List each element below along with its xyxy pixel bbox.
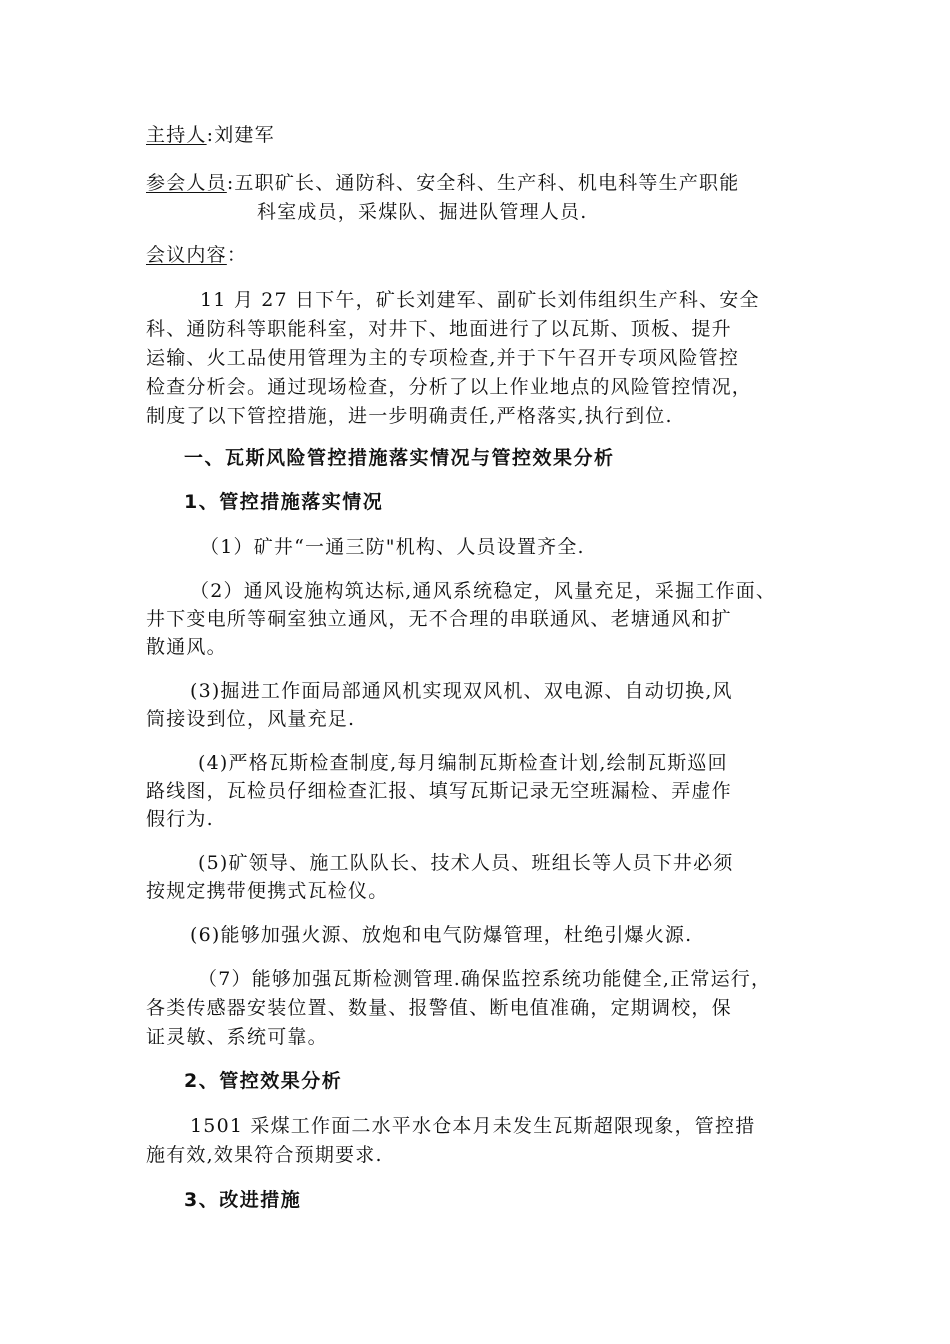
attendees-label: 参会人员: [146, 172, 227, 194]
content-heading-separator: ：: [226, 244, 248, 266]
host-value: 刘建军: [214, 124, 275, 146]
item1-line1: （1）矿井“一通三防"机构、人员设置齐全.: [200, 536, 585, 558]
intro-line-5: 制度了以下管控措施，进一步明确责任,严格落实,执行到位.: [146, 405, 673, 427]
intro-line-2: 科、通防科等职能科室，对井下、地面进行了以瓦斯、顶板、提升: [146, 318, 732, 340]
item5-line1: (5)矿领导、施工队队长、技术人员、班组长等人员下井必须: [198, 852, 734, 874]
intro-line-4: 检查分析会。通过现场检查，分析了以上作业地点的风险管控情况，: [146, 376, 753, 398]
item3-line1: (3)掘进工作面局部通风机实现双风机、双电源、自动切换,风: [190, 680, 733, 702]
item5-line2: 按规定携带便携式瓦检仪。: [146, 880, 389, 902]
content-heading-label: 会议内容: [146, 244, 227, 266]
item7-line3: 证灵敏、系统可靠。: [146, 1026, 328, 1048]
section1-sub2-title: 2、管控效果分析: [184, 1070, 343, 1092]
item4-line3: 假行为.: [146, 808, 214, 830]
item4-line2: 路线图，瓦检员仔细检查汇报、填写瓦斯记录无空班漏检、弄虚作: [146, 780, 732, 802]
section1-title: 一、瓦斯风险管控措施落实情况与管控效果分析: [184, 447, 615, 469]
item7-line2: 各类传感器安装位置、数量、报警值、断电值准确，定期调校，保: [146, 997, 732, 1019]
item7-line1: （7）能够加强瓦斯检测管理.确保监控系统功能健全,正常运行，: [198, 968, 772, 990]
sub2-line2: 施有效,效果符合预期要求.: [146, 1144, 383, 1166]
item4-line1: (4)严格瓦斯检查制度,每月编制瓦斯检查计划,绘制瓦斯巡回: [198, 752, 728, 774]
attendees-line: [146, 170, 739, 196]
content-heading: [146, 242, 247, 268]
host-line: [146, 122, 275, 148]
sub2-line1: 1501 采煤工作面二水平水仓本月未发生瓦斯超限现象，管控措: [190, 1115, 756, 1137]
attendees-value-line1: 五职矿长、通防科、安全科、生产科、机电科等生产职能: [234, 172, 740, 194]
attendees-value-line2: 科室成员，采煤队、掘进队管理人员.: [257, 201, 588, 223]
section1-sub1-title: 1、管控措施落实情况: [184, 491, 384, 513]
item3-line2: 筒接设到位，风量充足.: [146, 708, 356, 730]
host-label: 主持人: [146, 124, 207, 146]
intro-line-3: 运输、火工品使用管理为主的专项检查,并于下午召开专项风险管控: [146, 347, 740, 369]
attendees-separator: :: [226, 172, 235, 194]
item2-line2: 井下变电所等硐室独立通风，无不合理的串联通风、老塘通风和扩: [146, 608, 732, 630]
item6-line1: (6)能够加强火源、放炮和电气防爆管理，杜绝引爆火源.: [190, 924, 693, 946]
item2-line1: （2）通风设施构筑达标,通风系统稳定，风量充足，采掘工作面、: [190, 580, 777, 602]
host-separator: :: [206, 124, 215, 146]
section1-sub3-title: 3、改进措施: [184, 1189, 302, 1211]
intro-line-1: 11 月 27 日下午，矿长刘建军、副矿长刘伟组织生产科、安全: [200, 289, 760, 311]
item2-line3: 散通风。: [146, 636, 227, 658]
